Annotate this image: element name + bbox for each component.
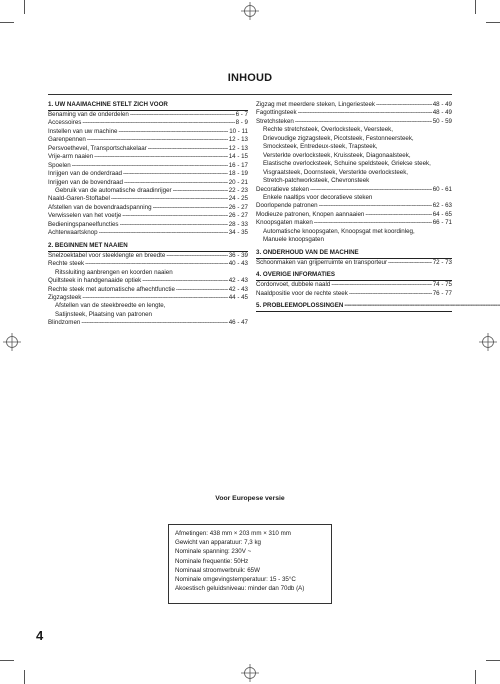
leader-dots [124, 179, 228, 187]
toc-entry [48, 221, 248, 229]
leader-dots [310, 186, 432, 194]
toc-entry-pages: 20 - 21 [228, 178, 248, 186]
toc-entry-text: Benaming van de onderdelen [48, 110, 129, 118]
toc-entry-pages: 18 - 19 [228, 170, 248, 178]
crop-mark [0, 22, 14, 23]
leader-dots [123, 170, 228, 178]
leader-dots [349, 290, 432, 298]
toc-entry-pages: 44 - 45 [228, 293, 248, 301]
toc-subentry: Enkele naaltips voor decoratieve steken [263, 193, 373, 201]
crop-mark [475, 0, 476, 14]
toc-entry-text: Inrijgen van de bovendraad [48, 178, 123, 186]
toc-entry [256, 109, 452, 117]
crop-mark [475, 670, 476, 684]
leader-dots [173, 187, 228, 195]
toc-entry [48, 153, 248, 161]
toc-entry-pages: 42 - 43 [228, 277, 248, 285]
leader-dots [166, 252, 227, 260]
spec-line: Gewicht van apparatuur: 7,3 kg [175, 539, 261, 547]
leader-dots [120, 221, 228, 229]
toc-entry-text: Accessoires [48, 119, 82, 127]
toc-left-column [48, 101, 248, 328]
leader-dots [295, 118, 432, 126]
toc-entry [256, 186, 452, 194]
toc-entry [48, 229, 248, 237]
toc-entry-text: Inrijgen van de onderdraad [48, 170, 122, 178]
leader-dots [376, 101, 432, 109]
toc-entry-text: Spoelen [48, 161, 71, 169]
leader-dots [111, 195, 228, 203]
toc-entry-pages: 42 - 43 [228, 285, 248, 293]
title-rule [48, 94, 452, 95]
section-heading: 4. OVERIGE INFORMATIES [256, 271, 452, 281]
leader-dots [118, 128, 228, 136]
toc-entry [48, 204, 248, 212]
toc-entry [48, 277, 248, 285]
section-heading: 3. ONDERHOUD VAN DE MACHINE [256, 249, 452, 259]
toc-entry [48, 128, 248, 136]
toc-entry-text: Vrije-arm naaien [48, 153, 94, 161]
toc-entry [256, 101, 452, 109]
toc-entry-pages: 76 - 77 [432, 289, 452, 297]
toc-entry [48, 286, 248, 294]
toc-entry [48, 145, 248, 153]
leader-dots [81, 319, 227, 327]
toc-entry-text: Quiltsteek in handgenaaide optiek [48, 277, 142, 285]
toc-subentry: Rechte stretchsteek, Overlocksteek, Veersteek, [263, 126, 393, 134]
crop-mark [486, 22, 500, 23]
toc-entry-text: Achterwaartsknop [48, 229, 98, 237]
toc-entry-text: Fagottingsteek [256, 109, 297, 117]
toc-right-column [256, 101, 452, 312]
toc-subentry: Manuele knoopsgaten [263, 236, 324, 244]
toc-entry-text: Gebruik van de automatische draadinrijger [55, 187, 172, 195]
toc-entry-pages: 64 - 65 [432, 210, 452, 218]
toc-entry-text: Rechte steek met automatische afhechtfunctie [48, 285, 175, 293]
toc-entry-pages: 24 - 25 [228, 195, 248, 203]
registration-mark-icon [241, 664, 259, 682]
toc-subentry: Smocksteek, Entredeux-steek, Trapsteek, [263, 143, 378, 151]
toc-entry [256, 259, 452, 267]
toc-entry [48, 136, 248, 144]
toc-entry-pages: 8 - 9 [235, 119, 248, 127]
leader-dots [99, 229, 228, 237]
leader-dots [94, 153, 228, 161]
toc-entry-text: Persvoethevel, Transportschakelaar [48, 144, 147, 152]
crop-mark [0, 660, 14, 661]
toc-entry [256, 281, 452, 289]
toc-entry-text: Rechte steek [48, 260, 85, 268]
toc-entry-pages: 10 - 11 [229, 127, 248, 135]
spec-line: Nominale frequentie: 50Hz [175, 557, 249, 565]
toc-entry [48, 170, 248, 178]
toc-entry-pages: 16 - 17 [228, 161, 248, 169]
toc-entry-text: Garenpennen [48, 136, 86, 144]
toc-entry-pages: 12 - 13 [228, 144, 248, 152]
toc-entry-text: Stretchsteken [256, 117, 294, 125]
spec-line: Nominale spanning: 230V ~ [175, 548, 252, 556]
toc-entry-pages: 46 - 47 [228, 319, 248, 327]
leader-dots [176, 286, 228, 294]
toc-entry-text: Instellen van uw machine [48, 127, 118, 135]
toc-entry-pages: 48 - 49 [432, 101, 452, 108]
leader-dots [331, 281, 431, 289]
page-title: INHOUD [227, 72, 273, 84]
section-heading: 1. UW NAAIMACHINE STELT ZICH VOOR [48, 101, 248, 111]
leader-dots [72, 162, 228, 170]
toc-subentry: Visgraatsteek, Doornsteek, Versterkte overlocksteek, [263, 168, 409, 176]
toc-entry-pages: 28 - 33 [228, 220, 248, 228]
toc-entry-pages: 60 - 61 [432, 185, 452, 193]
toc-entry [48, 212, 248, 220]
toc-entry-pages: 74 - 75 [432, 281, 452, 289]
toc-subentry: Ritssluiting aanbrengen en koorden naaien [55, 268, 173, 276]
toc-entry-text: Zigzagsteek [48, 293, 82, 301]
section-heading-text: 5. PROBLEEMOPLOSSINGEN [256, 301, 344, 309]
leader-dots [148, 145, 228, 153]
toc-entry-text: Decoratieve steken [256, 185, 309, 193]
toc-entry-pages: 50 - 59 [432, 117, 452, 125]
leader-dots [82, 119, 234, 127]
toc-entry [48, 111, 248, 119]
registration-mark-icon [3, 333, 21, 351]
toc-entry-text: Afstellen van de bovendraadspanning [48, 203, 152, 211]
toc-entry [48, 319, 248, 327]
toc-entry-text: Schoonmaken van grijperruimte en transporteur [256, 258, 388, 266]
toc-entry-pages: 34 - 35 [228, 229, 248, 237]
toc-entry-text: Knoopsgaten maken [256, 219, 313, 227]
toc-entry-pages: 48 - 49 [432, 109, 452, 117]
specs-box [168, 524, 332, 604]
toc-entry-text: Doorlopende patronen [256, 202, 318, 210]
leader-dots [344, 302, 500, 309]
page-number: 4 [36, 628, 44, 643]
section-heading: 2. BEGINNEN MET NAAIEN [48, 242, 248, 252]
toc-entry-pages: 26 - 27 [228, 212, 248, 220]
toc-entry-text: Naaldpositie voor de rechte steek [256, 289, 348, 297]
leader-dots [122, 212, 227, 220]
toc-entry [48, 294, 248, 302]
toc-entry-text: Modieuze patronen, Knopen aannaaien [256, 210, 365, 218]
leader-dots [388, 259, 432, 267]
toc-subentry: Satijnsteek, Plaatsing van patronen [55, 310, 152, 318]
leader-dots [85, 260, 228, 268]
toc-entry [256, 219, 452, 227]
spec-line: Nominaal stroomverbruik: 65W [175, 566, 260, 574]
toc-entry-pages: 66 - 71 [432, 219, 452, 227]
europe-title: Voor Europese versie [215, 495, 285, 502]
toc-entry [48, 195, 248, 203]
toc-entry-text: Snelzoektabel voor steeklengte en breedte [48, 251, 166, 259]
toc-entry [48, 162, 248, 170]
spec-line: Nominale omgevingstemperatuur: 15 - 35°C [175, 576, 296, 584]
toc-subentry: Elastische overlocksteek, Schuine speldsteek, Griekse steek, [263, 160, 431, 168]
toc-entry-pages: 12 - 13 [228, 136, 248, 144]
toc-entry-text: Cordonvoet, dubbele naald [256, 281, 331, 289]
leader-dots [130, 111, 235, 119]
toc-entry-pages: 40 - 43 [228, 260, 248, 268]
leader-dots [319, 202, 432, 210]
leader-dots [298, 109, 432, 117]
toc-entry-pages: 72 - 73 [432, 258, 452, 266]
crop-mark [24, 670, 25, 684]
toc-subentry: Drievoudige zigzagsteek, Picotsteek, Festonneersteek, [263, 134, 414, 142]
toc-subentry: Versterkte overlocksteek, Kruissteek, Diagonaalsteek, [263, 151, 411, 159]
toc-entry-pages: 26 - 27 [228, 203, 248, 211]
toc-entry-text: Naald-Garen-Stoftabel [48, 195, 110, 203]
toc-entry-pages: 14 - 15 [228, 153, 248, 161]
leader-dots [82, 294, 227, 302]
spec-line: Akoestisch geluidsniveau: minder dan 70db (A) [175, 585, 305, 593]
toc-subentry: Afstellen van de steekbreedte en lengte, [55, 302, 166, 310]
toc-subentry: Stretch-patchworksteek, Chevronsteek [263, 177, 370, 185]
toc-entry [256, 202, 452, 210]
toc-entry-pages: 6 - 7 [235, 110, 248, 118]
toc-entry-pages: 22 - 23 [228, 187, 248, 195]
leader-dots [365, 211, 431, 219]
spec-line: Afmetingen: 438 mm × 203 mm × 310 mm [175, 530, 291, 537]
toc-entry-text: Zigzag met meerdere steken, Lingeriesteek [256, 101, 375, 108]
toc-entry-text: Blindzomen [48, 319, 81, 327]
toc-entry [256, 118, 452, 126]
section-heading [256, 302, 452, 312]
toc-entry [256, 211, 452, 219]
toc-entry-text: Bedieningspaneelfuncties [48, 220, 119, 228]
toc-entry [48, 260, 248, 268]
toc-entry [48, 119, 248, 127]
toc-entry-text: Verwisselen van het voetje [48, 212, 122, 220]
registration-mark-icon [479, 333, 497, 351]
leader-dots [142, 277, 228, 285]
crop-mark [24, 0, 25, 14]
leader-dots [87, 136, 228, 144]
toc-entry-pages: 36 - 39 [228, 251, 248, 259]
leader-dots [153, 204, 228, 212]
toc-subentry: Automatische knoopsgaten, Knoopsgat met koordinleg, [263, 227, 415, 235]
toc-entry [48, 252, 248, 260]
leader-dots [314, 219, 432, 227]
toc-entry-pages: 62 - 63 [432, 202, 452, 210]
toc-entry [256, 290, 452, 298]
toc-entry [48, 179, 248, 187]
crop-mark [486, 660, 500, 661]
registration-mark-icon [241, 2, 259, 20]
toc-entry [48, 187, 248, 195]
